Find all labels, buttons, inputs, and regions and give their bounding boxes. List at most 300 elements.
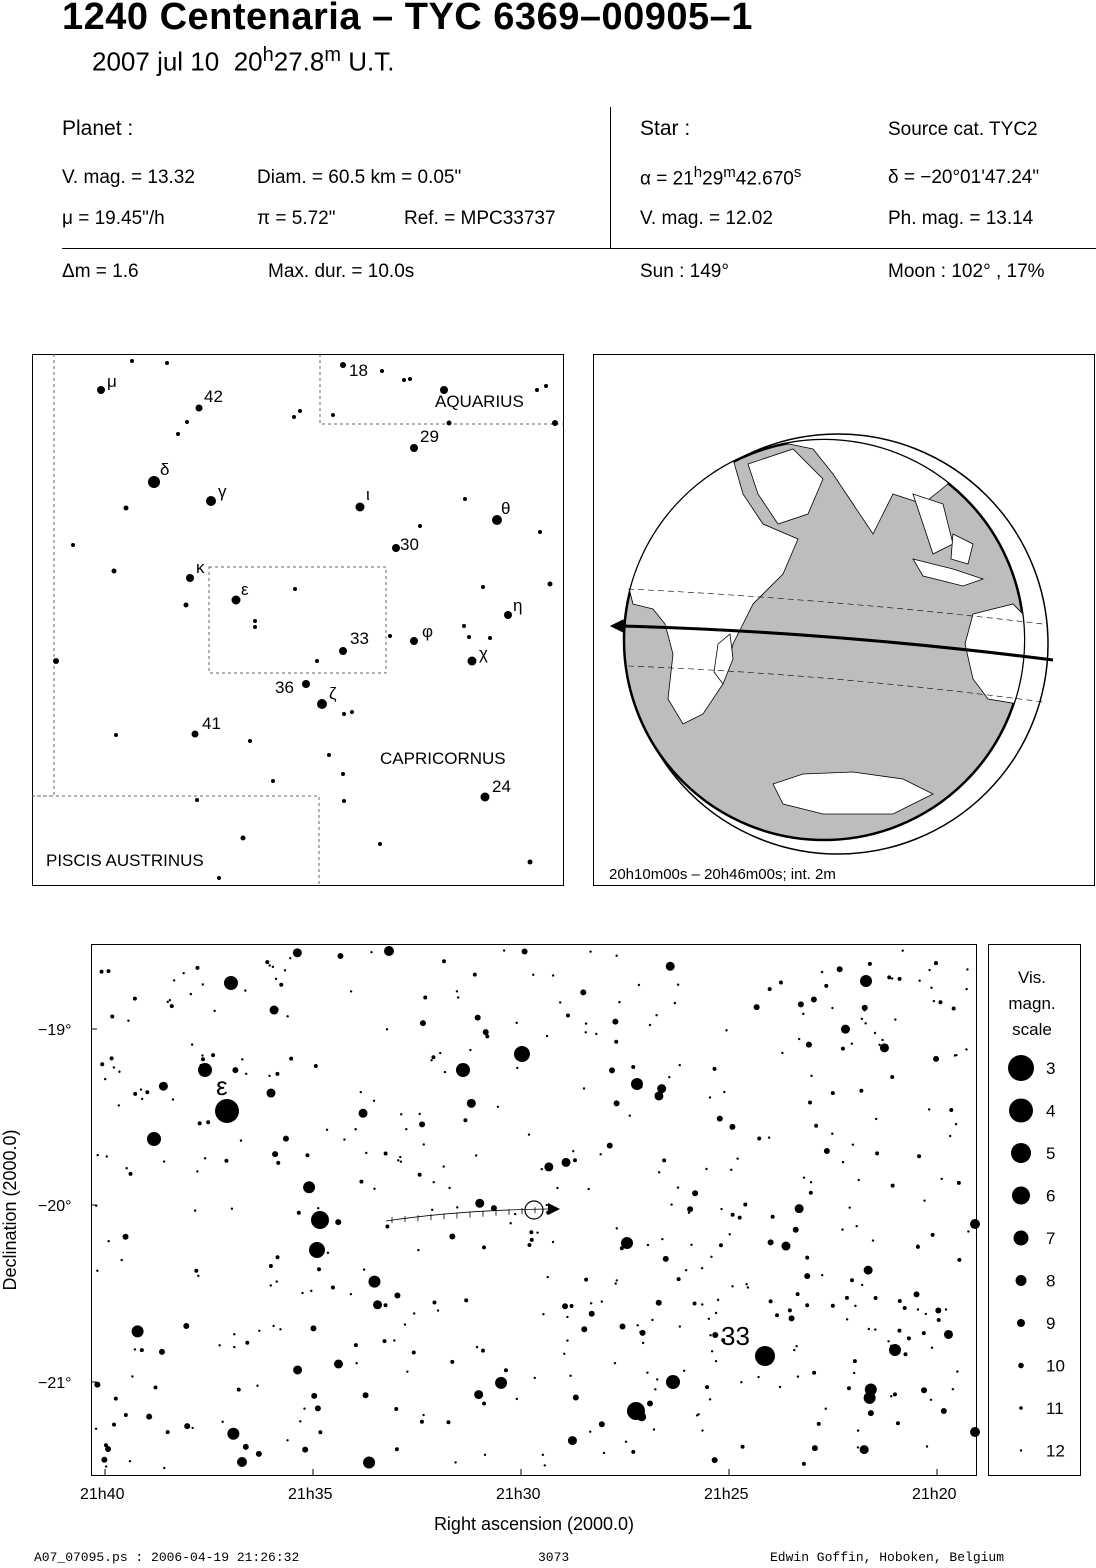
field-star <box>473 973 477 977</box>
field-star <box>781 1242 790 1251</box>
field-star <box>315 1405 321 1411</box>
field-star <box>394 1292 400 1298</box>
bright-star <box>198 1063 212 1077</box>
star-label-24: 24 <box>492 777 511 796</box>
field-star <box>420 1420 424 1424</box>
field-star <box>363 1456 375 1468</box>
field-star <box>928 1108 930 1110</box>
ra-tick-2125: 21h25 <box>704 1486 749 1503</box>
field-star <box>808 1100 812 1104</box>
field-star <box>944 1330 953 1339</box>
field-star <box>536 1231 538 1233</box>
field-star <box>310 1325 316 1331</box>
field-star <box>589 1311 595 1317</box>
field-star <box>269 1264 273 1268</box>
field-star <box>530 1238 534 1242</box>
field-star <box>692 1190 698 1196</box>
field-star <box>107 969 111 973</box>
field-star <box>454 1461 456 1463</box>
field-star <box>125 1167 127 1169</box>
field-star <box>663 1256 669 1262</box>
bright-star <box>147 1132 161 1146</box>
field-star <box>941 1178 943 1180</box>
field-star <box>868 1328 870 1330</box>
field-star <box>693 1301 697 1305</box>
field-star <box>853 1359 857 1363</box>
field-star <box>133 1092 137 1096</box>
field-star <box>169 999 171 1001</box>
star-label-iota: ι <box>366 485 370 504</box>
scale-dot-7 <box>1014 1231 1029 1246</box>
field-star <box>616 1227 618 1229</box>
field-star <box>566 1013 570 1017</box>
field-star <box>709 1334 711 1336</box>
field-star <box>495 1377 507 1389</box>
field-star <box>793 1227 799 1233</box>
field-star <box>615 955 617 957</box>
field-star <box>354 1343 358 1347</box>
field-star <box>449 1233 455 1239</box>
field-star <box>243 1444 249 1450</box>
field-star <box>865 1383 877 1395</box>
ra-tick-2130: 21h30 <box>496 1486 541 1503</box>
field-star <box>569 1375 571 1377</box>
field-star <box>334 1359 343 1368</box>
field-star <box>104 1078 106 1080</box>
field-star <box>559 1001 561 1003</box>
finder-star <box>392 544 400 552</box>
field-star <box>966 968 968 970</box>
field-star <box>649 1024 651 1026</box>
finder-star <box>53 658 59 664</box>
finder-star <box>315 659 319 663</box>
star-label-18: 18 <box>349 361 368 380</box>
finder-star <box>350 710 354 714</box>
field-star <box>166 1430 170 1434</box>
field-star <box>474 1390 483 1399</box>
field-star <box>616 1279 618 1281</box>
field-star <box>945 1308 947 1310</box>
field-star <box>231 1208 233 1210</box>
field-star <box>768 987 772 991</box>
field-star <box>859 1089 863 1093</box>
field-star <box>293 948 302 957</box>
field-star <box>105 1446 111 1452</box>
field-star <box>191 1427 193 1429</box>
finder-star <box>165 361 169 365</box>
field-star <box>528 1133 530 1135</box>
field-star <box>405 1128 407 1130</box>
field-star <box>779 981 783 985</box>
field-star <box>708 1318 710 1320</box>
field-star <box>638 984 640 986</box>
finder-star <box>447 421 452 426</box>
field-star <box>140 1348 144 1352</box>
field-star <box>588 1188 590 1190</box>
finder-star <box>248 739 252 743</box>
finder-star <box>112 569 117 574</box>
field-star <box>573 1158 577 1162</box>
field-star <box>846 1318 848 1320</box>
field-star <box>483 1029 489 1035</box>
field-star <box>666 962 675 971</box>
field-star <box>94 1382 100 1388</box>
field-star <box>713 1067 717 1071</box>
field-star <box>359 1180 363 1184</box>
field-star <box>949 1108 953 1112</box>
field-star <box>852 1143 854 1145</box>
field-star <box>244 989 246 991</box>
field-star <box>363 1268 365 1270</box>
field-star <box>439 1052 441 1054</box>
globe-time-caption: 20h10m00s – 20h46m00s; int. 2m <box>609 866 836 883</box>
scale-label-10: 10 <box>1046 1356 1065 1376</box>
star-label-29: 29 <box>420 427 439 446</box>
field-star <box>802 1462 806 1466</box>
field-star <box>925 1313 927 1315</box>
field-star <box>788 1308 792 1312</box>
field-star <box>918 979 920 981</box>
finder-frame <box>33 355 564 886</box>
star-label-chi: χ <box>479 644 488 663</box>
field-star <box>757 1136 761 1140</box>
field-star <box>887 1340 889 1342</box>
field-star <box>446 1420 450 1424</box>
field-star <box>709 1096 711 1098</box>
field-star <box>284 969 286 971</box>
field-star <box>350 990 352 992</box>
field-star <box>221 1421 223 1423</box>
field-star <box>874 1328 876 1330</box>
field-star <box>872 1239 874 1241</box>
field-star <box>211 1053 215 1057</box>
field-star <box>847 1386 851 1390</box>
field-star <box>798 1038 800 1040</box>
field-star <box>529 1230 533 1234</box>
field-star <box>930 1399 932 1401</box>
field-star <box>585 1022 587 1024</box>
field-star <box>712 1457 718 1463</box>
field-star <box>853 1372 855 1374</box>
field-star <box>456 1206 458 1208</box>
bright-star <box>456 1063 470 1077</box>
field-star <box>705 1168 707 1170</box>
field-star <box>736 1157 738 1159</box>
field-star <box>101 1457 107 1463</box>
field-star <box>272 1151 278 1157</box>
field-star <box>547 1276 549 1278</box>
finder-star <box>241 836 246 841</box>
field-star <box>258 1330 260 1332</box>
field-star <box>841 1025 850 1034</box>
planet-parallax: π = 5.72" <box>257 208 336 229</box>
field-star <box>359 1109 368 1118</box>
field-star <box>213 1010 215 1012</box>
field-star <box>202 983 204 985</box>
field-star <box>711 1350 713 1352</box>
field-star <box>456 990 458 992</box>
field-star <box>395 1447 399 1451</box>
field-star <box>747 1286 749 1288</box>
field-star <box>937 1318 941 1322</box>
finder-star <box>317 699 327 709</box>
field-star <box>796 1292 800 1296</box>
field-star <box>805 1303 809 1307</box>
field-star <box>457 996 459 998</box>
field-star <box>890 1395 892 1397</box>
field-star <box>860 1445 869 1454</box>
field-star <box>789 1315 795 1321</box>
finder-star <box>378 842 382 846</box>
field-star <box>384 1303 388 1307</box>
bright-star <box>755 1346 775 1366</box>
field-star <box>715 1312 717 1314</box>
finder-star <box>253 619 257 623</box>
field-star <box>400 1160 402 1162</box>
finder-star <box>97 386 105 394</box>
field-star <box>631 1450 635 1454</box>
finder-star <box>293 587 297 591</box>
finder-star <box>114 733 118 737</box>
scale-title-line2: magn. <box>1008 994 1056 1013</box>
ra-tick-2135: 21h35 <box>288 1486 333 1503</box>
field-star <box>566 1316 568 1318</box>
field-star <box>941 1408 947 1414</box>
bright-star <box>309 1242 325 1258</box>
field-star <box>276 1255 280 1259</box>
field-star <box>647 1244 649 1246</box>
field-star <box>393 1339 395 1341</box>
field-star <box>159 1349 165 1355</box>
field-star <box>190 993 192 995</box>
bright-star <box>384 946 394 956</box>
star-label-epsilon: ε <box>241 580 249 599</box>
field-star <box>781 1052 783 1054</box>
field-star <box>194 1269 198 1273</box>
field-star <box>956 1370 958 1372</box>
finder-star <box>71 543 75 547</box>
field-star <box>233 1346 235 1348</box>
field-star <box>562 1303 568 1309</box>
field-star <box>360 1091 362 1093</box>
field-star <box>373 1100 375 1102</box>
field-star <box>563 1353 565 1355</box>
field-star <box>365 1152 367 1154</box>
field-star <box>631 1065 635 1069</box>
field-star <box>757 1376 759 1378</box>
field-star <box>923 1199 925 1201</box>
field-star <box>642 1342 644 1344</box>
field-star <box>112 1423 116 1427</box>
finder-star <box>481 585 485 589</box>
field-star <box>534 1377 536 1379</box>
field-star <box>656 1300 662 1306</box>
field-star <box>129 1460 131 1462</box>
field-star <box>893 1392 897 1396</box>
field-star <box>771 1215 775 1219</box>
field-star <box>842 1029 844 1031</box>
field-star <box>437 1309 439 1311</box>
field-star <box>475 1199 484 1208</box>
field-star <box>276 1280 278 1282</box>
field-star <box>118 1104 120 1106</box>
field-star <box>965 1048 967 1050</box>
field-star <box>191 1043 193 1045</box>
field-star <box>448 1187 450 1189</box>
star-label-theta: θ <box>501 499 511 518</box>
field-star <box>922 1331 926 1335</box>
field-star <box>731 1285 733 1287</box>
field-star <box>134 1348 136 1350</box>
finder-star <box>462 624 466 628</box>
field-star <box>317 1207 319 1209</box>
field-star <box>875 1151 879 1155</box>
field-star <box>955 1123 957 1125</box>
field-star <box>683 1370 685 1372</box>
finder-star <box>196 405 203 412</box>
detail-label-33: 33 <box>721 1321 750 1351</box>
field-star <box>196 1170 198 1172</box>
field-star <box>701 1267 703 1269</box>
finder-star <box>185 420 189 424</box>
field-star <box>930 987 932 989</box>
field-star <box>299 1420 301 1422</box>
field-star <box>933 1000 935 1002</box>
finder-star <box>184 603 189 608</box>
field-star <box>110 1015 114 1019</box>
field-star <box>335 1219 341 1225</box>
finder-star <box>302 680 310 688</box>
field-star <box>484 1454 486 1456</box>
field-star <box>723 1091 725 1093</box>
field-star <box>450 1360 454 1364</box>
field-star <box>118 1071 120 1073</box>
field-star <box>864 1266 873 1275</box>
field-star <box>270 1284 272 1286</box>
field-star <box>146 1414 152 1420</box>
field-star <box>123 1234 129 1240</box>
field-star <box>897 1329 901 1333</box>
field-star <box>368 1276 380 1288</box>
field-star <box>857 1429 859 1431</box>
field-star <box>907 1336 911 1340</box>
field-star <box>811 996 817 1002</box>
field-star <box>916 1245 920 1249</box>
field-star <box>279 1328 281 1330</box>
bright-star <box>627 1402 645 1420</box>
field-star <box>286 1439 288 1441</box>
field-star <box>931 1347 933 1349</box>
magnitude-drop: Δm = 1.6 <box>62 261 139 282</box>
field-star <box>172 1098 174 1100</box>
field-star <box>552 974 554 976</box>
field-star <box>541 1168 543 1170</box>
field-star <box>814 1124 818 1128</box>
field-star <box>614 1282 616 1284</box>
finder-star <box>341 772 345 776</box>
field-star <box>647 1401 653 1407</box>
field-star <box>957 1258 961 1262</box>
field-star <box>418 1173 422 1177</box>
field-star <box>305 1153 309 1157</box>
field-star <box>679 1064 681 1066</box>
field-star <box>503 949 505 951</box>
field-star <box>173 979 175 981</box>
field-star <box>204 1157 206 1159</box>
field-star <box>812 1445 818 1451</box>
field-star <box>227 1428 239 1440</box>
field-star <box>952 1007 956 1011</box>
field-star <box>730 1169 732 1171</box>
star-label-mu: μ <box>107 372 117 391</box>
field-star <box>514 1213 516 1215</box>
field-star <box>620 1323 626 1329</box>
field-star <box>679 1325 681 1327</box>
field-star <box>738 1216 742 1220</box>
finder-star <box>195 798 199 802</box>
field-star <box>661 1238 663 1240</box>
field-star <box>674 1002 676 1004</box>
field-star <box>475 1154 477 1156</box>
field-star <box>311 1393 317 1399</box>
field-star <box>831 1091 835 1095</box>
finder-star <box>481 793 490 802</box>
field-star <box>797 1375 799 1377</box>
field-star <box>568 1436 577 1445</box>
field-star <box>601 1300 603 1302</box>
field-star <box>163 1160 165 1162</box>
field-star <box>289 957 291 959</box>
field-star <box>903 1306 907 1310</box>
scale-label-9: 9 <box>1046 1314 1056 1333</box>
field-star <box>855 1225 857 1227</box>
footer-number: 3073 <box>538 1550 570 1565</box>
field-star <box>232 1067 238 1073</box>
finder-star <box>408 377 412 381</box>
finder-star <box>488 636 492 640</box>
finder-star <box>192 731 199 738</box>
bright-star <box>889 1344 901 1356</box>
field-star <box>729 1124 735 1130</box>
field-star <box>546 1035 548 1037</box>
field-star <box>798 1001 804 1007</box>
bright-star <box>631 1078 643 1090</box>
field-star <box>497 1106 499 1108</box>
field-star <box>868 1410 874 1416</box>
field-star <box>355 1362 357 1364</box>
field-star <box>544 1162 553 1171</box>
field-star <box>640 1330 646 1336</box>
finder-star <box>467 635 471 639</box>
footer-file: A07_07095.ps : 2006-04-19 21:26:32 <box>34 1550 300 1565</box>
field-star <box>430 1059 432 1061</box>
field-star <box>861 1018 863 1020</box>
field-star <box>745 1283 747 1285</box>
field-star <box>194 1209 196 1211</box>
detail-label-epsilon: ε <box>216 1071 228 1101</box>
field-star <box>516 1067 518 1069</box>
field-star <box>302 1447 308 1453</box>
finder-star <box>552 420 558 426</box>
finder-star <box>340 362 346 368</box>
field-star <box>276 1161 280 1165</box>
scale-label-3: 3 <box>1046 1059 1056 1078</box>
star-heading: Star : <box>640 117 691 140</box>
star-source-catalog: Source cat. TYC2 <box>888 119 1038 140</box>
sun-elongation: Sun : 149° <box>640 261 729 282</box>
field-star <box>657 1084 666 1093</box>
field-star <box>544 1464 546 1466</box>
